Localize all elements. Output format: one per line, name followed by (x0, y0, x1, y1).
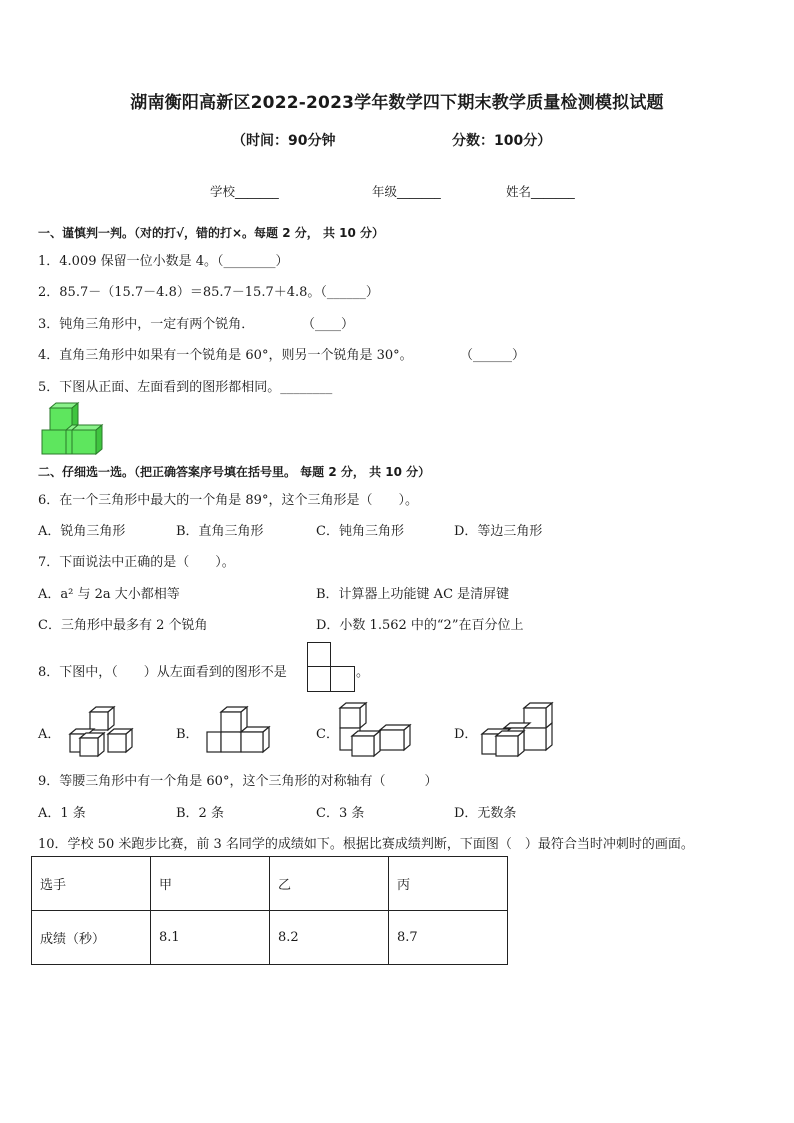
q9-option-d[interactable]: D．无数条 (454, 806, 517, 821)
question-4-blank: （______） (460, 348, 526, 363)
question-2: 2．85.7－（15.7－4.8）＝85.7－15.7＋4.8。（______） (38, 285, 379, 300)
q8-figure-d (480, 702, 556, 758)
q7-option-d[interactable]: D．小数 1.562 中的“2”在百分位上 (316, 618, 524, 633)
q8-option-d[interactable]: D． (454, 727, 478, 742)
grade-field[interactable]: 年级_______ (372, 184, 441, 199)
q8-figure-c (338, 702, 414, 758)
question-8: 8．下图中，（ ）从左面看到的图形不是 (38, 665, 287, 680)
q8-figure-b (205, 704, 279, 758)
q8-option-b[interactable]: B． (176, 727, 199, 742)
table-cell: 8.7 (389, 911, 508, 965)
q8-end: 。 (356, 665, 370, 680)
question-7: 7．下面说法中正确的是（ ）。 (38, 555, 235, 570)
school-field[interactable]: 学校_______ (210, 184, 279, 199)
page-title: 湖南衡阳高新区2022-2023学年数学四下期末教学质量检测模拟试题 (130, 93, 664, 113)
question-3-blank: （____） (302, 317, 355, 332)
table-cell: 成绩（秒） (32, 911, 151, 965)
question-9: 9．等腰三角形中有一个角是 60°，这个三角形的对称轴有（ ） (38, 774, 438, 789)
table-cell: 8.1 (151, 911, 270, 965)
time-label: （时间：90分钟 (232, 133, 336, 149)
q8-figure-a (66, 704, 140, 758)
score-label: 分数：100分） (452, 133, 552, 149)
table-header-cell: 乙 (270, 857, 389, 911)
table-header-cell: 甲 (151, 857, 270, 911)
green-cubes-figure (40, 402, 106, 456)
q8-view-figure (307, 642, 357, 694)
q8-option-c[interactable]: C． (316, 727, 339, 742)
section1-heading: 一、谨慎判一判。（对的打√，错的打×。每题 2 分， 共 10 分） (38, 226, 384, 240)
q6-option-a[interactable]: A．锐角三角形 (38, 524, 126, 539)
table-header-row (32, 857, 508, 911)
table-cell: 8.2 (270, 911, 389, 965)
question-3: 3．钝角三角形中，一定有两个锐角． (38, 317, 255, 332)
question-6: 6．在一个三角形中最大的一个角是 89°，这个三角形是（ ）。 (38, 493, 418, 508)
q9-option-b[interactable]: B．2 条 (176, 806, 224, 821)
q6-option-c[interactable]: C．钝角三角形 (316, 524, 404, 539)
question-10: 10．学校 50 米跑步比赛，前 3 名同学的成绩如下。根据比赛成绩判断，下面图（ ）最符合当时冲刺时的画面。 (38, 837, 694, 852)
table-header-cell: 选手 (32, 857, 151, 911)
section2-heading: 二、仔细选一选。（把正确答案序号填在括号里。 每题 2 分， 共 10 分） (38, 465, 431, 479)
question-4: 4．直角三角形中如果有一个锐角是 60°，则另一个锐角是 30°。 (38, 348, 413, 363)
q7-option-a[interactable]: A．a² 与 2a 大小都相等 (38, 587, 180, 602)
results-table (31, 856, 508, 965)
table-row (32, 911, 508, 965)
table-header-cell: 丙 (389, 857, 508, 911)
q7-option-c[interactable]: C．三角形中最多有 2 个锐角 (38, 618, 208, 633)
q7-option-b[interactable]: B．计算器上功能键 AC 是清屏键 (316, 587, 510, 602)
q9-option-c[interactable]: C．3 条 (316, 806, 365, 821)
question-1: 1．4.009 保留一位小数是 4。（________） (38, 254, 289, 269)
q6-option-d[interactable]: D．等边三角形 (454, 524, 543, 539)
name-field[interactable]: 姓名_______ (506, 184, 575, 199)
q6-option-b[interactable]: B．直角三角形 (176, 524, 264, 539)
q9-option-a[interactable]: A．1 条 (38, 806, 86, 821)
q8-option-a[interactable]: A． (38, 727, 61, 742)
question-5: 5．下图从正面、左面看到的图形都相同。________ (38, 380, 333, 395)
